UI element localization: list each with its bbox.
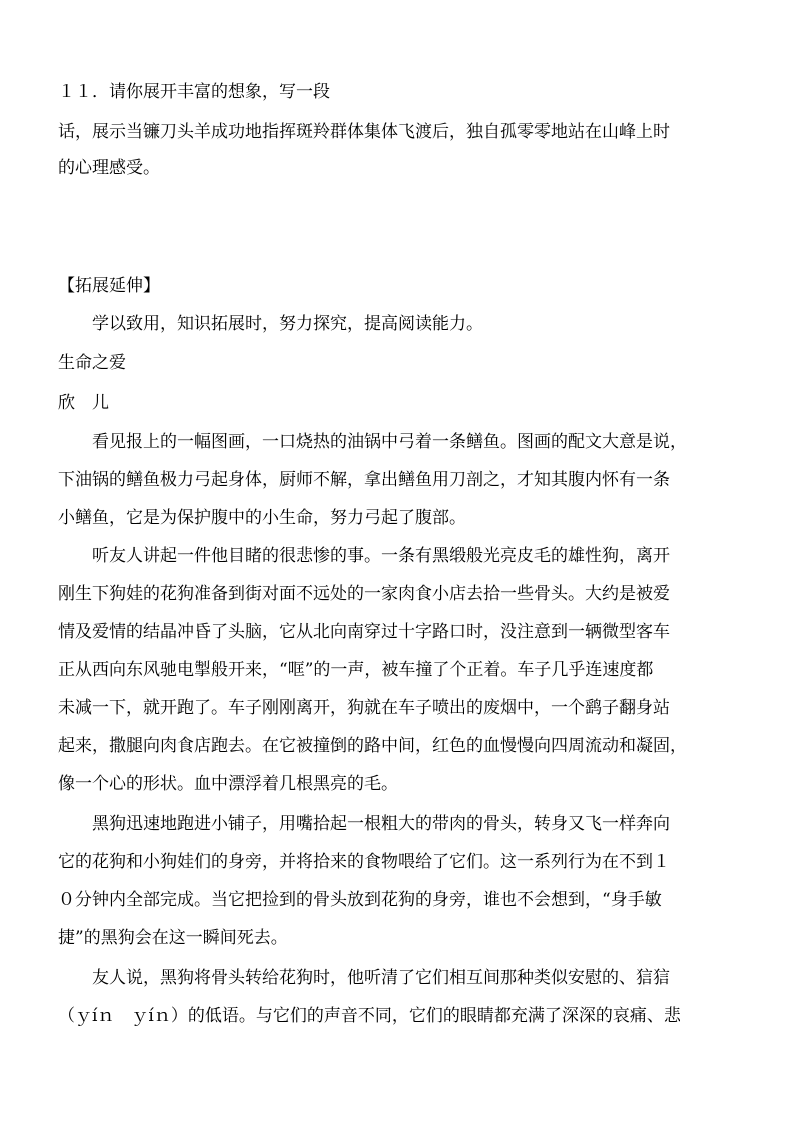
question-line-2: 话，展示当镰刀头羊成功地指挥斑羚群体集体飞渡后，独自孤零零地站在山峰上时 xyxy=(58,122,670,142)
paragraph-line: 友人说，黑狗将骨头转给花狗时，他听清了它们相互间那种类似安慰的、狺狺 xyxy=(92,968,670,988)
paragraph-line: （ｙíｎ ｙíｎ）的低语。与它们的声音不同，它们的眼睛都充满了深深的哀痛、悲 xyxy=(58,1006,681,1026)
section-heading: 【拓展延伸】 xyxy=(58,276,160,296)
paragraph-line: 像一个心的形状。血中漂浮着几根黑亮的毛。 xyxy=(58,774,398,794)
paragraph-line: 情及爱情的结晶冲昏了头脑，它从北向南穿过十字路口时，没注意到一辆微型客车 xyxy=(58,622,670,642)
paragraph-line: 听友人讲起一件他目睹的很悲惨的事。一条有黑缎般光亮皮毛的雄性狗，离开 xyxy=(92,546,670,566)
paragraph-line: ０分钟内全部完成。当它把捡到的骨头放到花狗的身旁，谁也不会想到，“身手敏 xyxy=(58,890,662,910)
paragraph-line: 捷”的黑狗会在这一瞬间死去。 xyxy=(58,928,288,948)
paragraph-line: 正从西向东风驰电掣般开来，“哐”的一声，被车撞了个正着。车子几乎连速度都 xyxy=(58,660,654,680)
section-intro: 学以致用，知识拓展时，努力探究，提高阅读能力。 xyxy=(92,314,483,334)
question-line-3: 的心理感受。 xyxy=(58,158,160,178)
article-title: 生命之爱 xyxy=(58,353,126,373)
paragraph-line: 下油锅的鳝鱼极力弓起身体，厨师不解，拿出鳝鱼用刀剖之，才知其腹内怀有一条 xyxy=(58,470,670,490)
paragraph-line: 黑狗迅速地跑进小铺子，用嘴拾起一根粗大的带肉的骨头，转身又飞一样奔向 xyxy=(92,814,670,834)
paragraph-line: 小鳝鱼，它是为保护腹中的小生命，努力弓起了腹部。 xyxy=(58,508,466,528)
paragraph-line: 它的花狗和小狗娃们的身旁，并将拾来的食物喂给了它们。这一系列行为在不到１ xyxy=(58,852,670,872)
paragraph-line: 刚生下狗娃的花狗准备到街对面不远处的一家肉食小店去拾一些骨头。大约是被爱 xyxy=(58,584,670,604)
article-author: 欣 儿 xyxy=(58,393,109,413)
paragraph-line: 起来，撒腿向肉食店跑去。在它被撞倒的路中间，红色的血慢慢向四周流动和凝固， xyxy=(58,736,687,756)
paragraph-line: 未减一下，就开跑了。车子刚刚离开，狗就在车子喷出的废烟中，一个鹞子翻身站 xyxy=(58,698,670,718)
paragraph-line: 看见报上的一幅图画，一口烧热的油锅中弓着一条鳝鱼。图画的配文大意是说， xyxy=(92,432,687,452)
question-line-1: １１．请你展开丰富的想象，写一段 xyxy=(58,82,330,102)
